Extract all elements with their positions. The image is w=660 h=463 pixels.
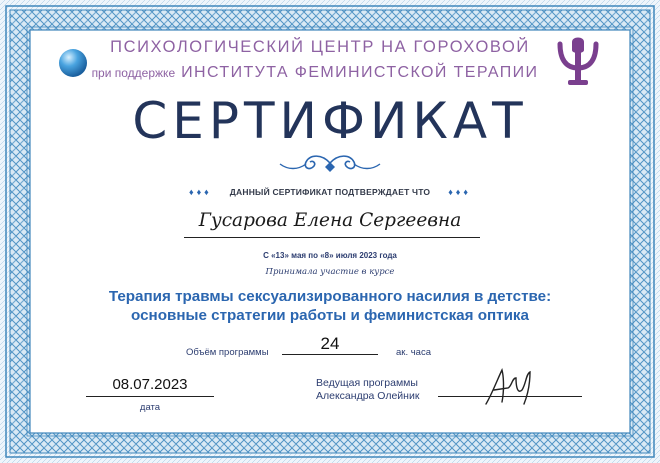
certificate-body <box>34 34 626 429</box>
date-underline <box>86 396 214 397</box>
participation-text: Принимала участие в курсе <box>265 267 395 277</box>
course-dates: С «13» мая по «8» июля 2023 года <box>263 251 397 260</box>
course-title-line-1: Терапия травмы сексуализированного насилия в детстве: <box>108 288 552 305</box>
course-title-line-2: основные стратегии работы и феминистская оптика <box>131 307 529 324</box>
diamond-dots-icon: ♦♦♦ <box>189 187 212 197</box>
leader-name: Александра Олейник <box>316 390 420 402</box>
hours-value: 24 <box>320 334 340 353</box>
support-prefix: при поддержке <box>91 66 176 80</box>
volume-label: Объём программы <box>186 347 269 358</box>
organization-name: ПСИХОЛОГИЧЕСКИЙ ЦЕНТР НА ГОРОХОВОЙ <box>110 38 530 56</box>
diamond-dots-icon: ♦♦♦ <box>448 187 471 197</box>
support-institute: ИНСТИТУТА ФЕМИНИСТСКОЙ ТЕРАПИИ <box>181 64 539 81</box>
handwritten-signature <box>482 364 546 408</box>
leader-label: Ведущая программы <box>316 377 418 389</box>
name-underline <box>184 237 480 238</box>
confirms-text: ДАННЫЙ СЕРТИФИКАТ ПОДТВЕРЖДАЕТ ЧТО <box>229 187 431 197</box>
confirmation-line <box>34 187 626 197</box>
certificate-title: СЕРТИФИКАТ <box>132 92 528 150</box>
support-line <box>74 64 556 82</box>
recipient-name: Гусарова Елена Сергеевна <box>198 210 462 231</box>
date-caption: дата <box>139 402 161 413</box>
hours-unit: ак. часа <box>396 347 431 358</box>
ornamental-flourish-icon <box>276 152 384 174</box>
hours-underline <box>282 354 378 355</box>
psi-fist-logo-icon <box>554 34 602 90</box>
signature-underline <box>438 396 582 397</box>
issue-date: 08.07.2023 <box>112 376 188 393</box>
